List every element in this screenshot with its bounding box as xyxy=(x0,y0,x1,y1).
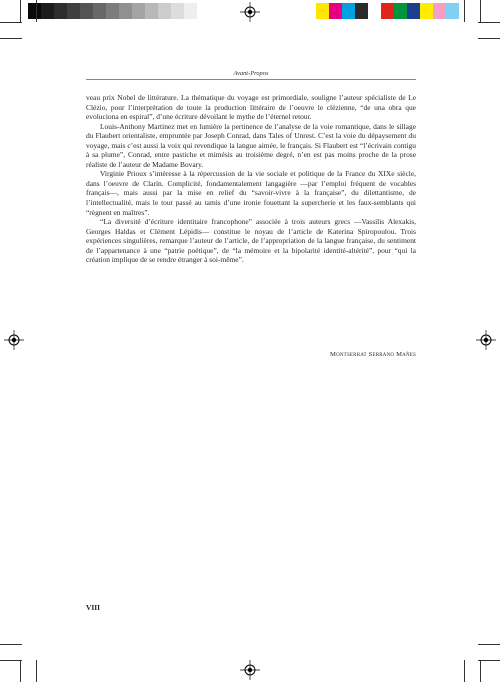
gray-swatch xyxy=(184,3,197,19)
color-swatch xyxy=(381,3,394,19)
gray-swatch xyxy=(171,3,184,19)
header-rule xyxy=(86,79,416,80)
gray-swatch xyxy=(28,3,41,19)
paragraph-2: Louis-Anthony Martinez met en lumière la pertinence de l’analyse de la voie romantique, dans le sillage du Flaubert orientaliste, empruntée par Joseph Conrad, dans Tales of Unrest. C’est la voie du dépaysement du voyage, mais c’est aussi la voix qui revendique la langue aimée, le français. Si Flaubert est “l’écrivain contigu à sa plume”, Conrad, entre pastiche et mimésis au troisième degré, n’en est pas moins proche de la prose réaliste de l’auteur de Madame Bovary. xyxy=(86,121,416,169)
crop-mark xyxy=(480,0,481,22)
color-swatch xyxy=(329,3,342,19)
gray-swatch xyxy=(67,3,80,19)
registration-mark-icon xyxy=(240,660,260,680)
signature-text: Montserrat Serrano Mañes xyxy=(330,351,416,358)
gray-swatch xyxy=(158,3,171,19)
crop-mark xyxy=(20,660,21,682)
page-number: VIII xyxy=(86,603,100,612)
gray-swatch xyxy=(132,3,145,19)
color-swatch xyxy=(355,3,368,19)
registration-mark-icon xyxy=(476,330,496,350)
paragraph-4: “La diversité d’écriture identitaire francophone” associée à trois auteurs grecs —Vassilis Alexakis, Georges Haldas et Clément Lépidis— constitue le noyau de l’article de Katerina Spiropoulou. Trois expériences singulières, remarque l’auteur de l’article, de l’appropriation de la langue française, du sentiment de l’appartenance à une “patrie poétique”, de “la mémoire et la bipolarité identité-altérité”, pour “qui la création implique de se rendre étranger à soi-même”. xyxy=(86,217,416,265)
color-calibration-bar xyxy=(316,3,459,19)
crop-mark xyxy=(478,660,500,661)
crop-mark xyxy=(0,644,22,645)
crop-mark xyxy=(464,0,465,22)
registration-mark-icon xyxy=(4,330,24,350)
color-swatch xyxy=(316,3,329,19)
gray-swatch xyxy=(145,3,158,19)
paragraph-3: Virginie Prioux s’intéresse à la répercussion de la vie sociale et politique de la France du XIXe siècle, dans l’oeuvre de Clarín. Complicité, fondamentalement langagière —par l’emploi fréquent de vocables français—, mais aussi par la mise en relief du “savoir-vivre à la française”, du dilettantisme, de l’intellectualité, mais le tout passé au tamis d’une ironie fouettant la supercherie et les faux-semblants qui “règnent en maîtres”. xyxy=(86,169,416,217)
author-signature xyxy=(86,351,416,358)
registration-mark-icon xyxy=(240,2,260,22)
gray-swatch xyxy=(119,3,132,19)
gray-swatch xyxy=(41,3,54,19)
body-text xyxy=(86,93,416,265)
crop-mark xyxy=(36,660,37,682)
color-swatch xyxy=(446,3,459,19)
color-swatch xyxy=(368,3,381,19)
crop-mark xyxy=(0,38,22,39)
gray-swatch xyxy=(93,3,106,19)
crop-mark xyxy=(464,660,465,682)
crop-mark xyxy=(480,660,481,682)
crop-mark xyxy=(36,0,37,22)
crop-mark xyxy=(478,644,500,645)
gray-swatch xyxy=(106,3,119,19)
paragraph-1: veau prix Nobel de littérature. La thématique du voyage est primordiale, souligne l’auteur spécialiste de Le Clézio, pour l’interprétation de toute la production littéraire de l’oeuvre le clézienne, “de una obra que evoluciona en espiral”, d’une écriture dévoilant le mythe de l’éternel retour. xyxy=(86,93,416,122)
crop-mark xyxy=(478,38,500,39)
running-head: Avant-Propos xyxy=(233,70,269,77)
grayscale-calibration-bar xyxy=(28,3,197,19)
color-swatch xyxy=(433,3,446,19)
crop-mark xyxy=(20,0,21,22)
gray-swatch xyxy=(80,3,93,19)
crop-mark xyxy=(478,22,500,23)
gray-swatch xyxy=(54,3,67,19)
color-swatch xyxy=(420,3,433,19)
color-swatch xyxy=(394,3,407,19)
crop-mark xyxy=(0,660,22,661)
color-swatch xyxy=(342,3,355,19)
color-swatch xyxy=(407,3,420,19)
crop-mark xyxy=(0,22,22,23)
